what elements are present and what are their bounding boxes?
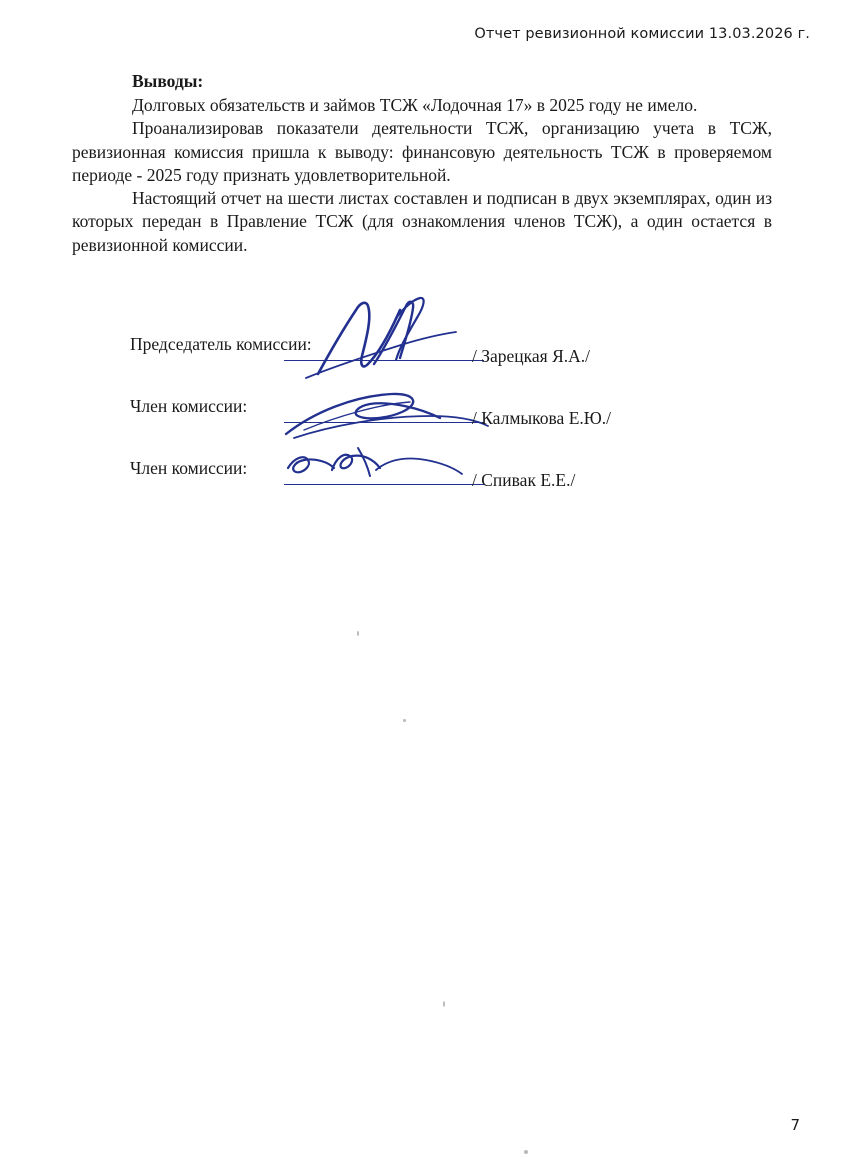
signature-role-label: Председатель комиссии: — [130, 334, 312, 354]
signatory-name: / Калмыкова Е.Ю./ — [472, 408, 611, 428]
signature-line — [284, 484, 484, 485]
signature-row — [72, 384, 772, 446]
paragraph-3: Настоящий отчет на шести листах составлен и подписан в двух экземплярах, один из которых передан в Правление ТСЖ (для ознакомления членов ТСЖ), а один остается в ревизионной комиссии. — [72, 188, 772, 255]
scan-speck — [443, 1001, 445, 1007]
scan-speck — [357, 631, 359, 636]
paragraph-1: Долговых обязательств и займов ТСЖ «Лодочная 17» в 2025 году не имело. — [132, 95, 698, 116]
handwritten-signature-ink — [280, 372, 500, 452]
running-header: Отчет ревизионной комиссии 13.03.2026 г. — [474, 26, 810, 42]
document-body — [72, 70, 772, 257]
signatory-name: / Зарецкая Я.А./ — [472, 346, 591, 366]
scan-speck — [403, 719, 406, 722]
section-heading: Выводы: — [132, 71, 204, 91]
signature-role-label: Член комиссии: — [130, 396, 248, 416]
signature-row — [72, 446, 772, 508]
signatory-name: / Спивак Е.Е./ — [472, 470, 576, 490]
paragraph-2: Проанализировав показатели деятельности ТСЖ, организацию учета в ТСЖ, ревизионная комиссия пришла к выводу: финансовую деятельность ТСЖ в проверяемом периоде - 2025 году признать удовлетворительной. — [72, 118, 772, 185]
signature-line — [284, 422, 484, 423]
signature-row — [72, 322, 772, 384]
signature-block — [72, 322, 772, 508]
scan-speck — [524, 1150, 528, 1154]
signature-line — [284, 360, 484, 361]
handwritten-signature-ink — [300, 294, 500, 384]
signature-role-label: Член комиссии: — [130, 458, 248, 478]
page-number: 7 — [790, 1116, 800, 1134]
